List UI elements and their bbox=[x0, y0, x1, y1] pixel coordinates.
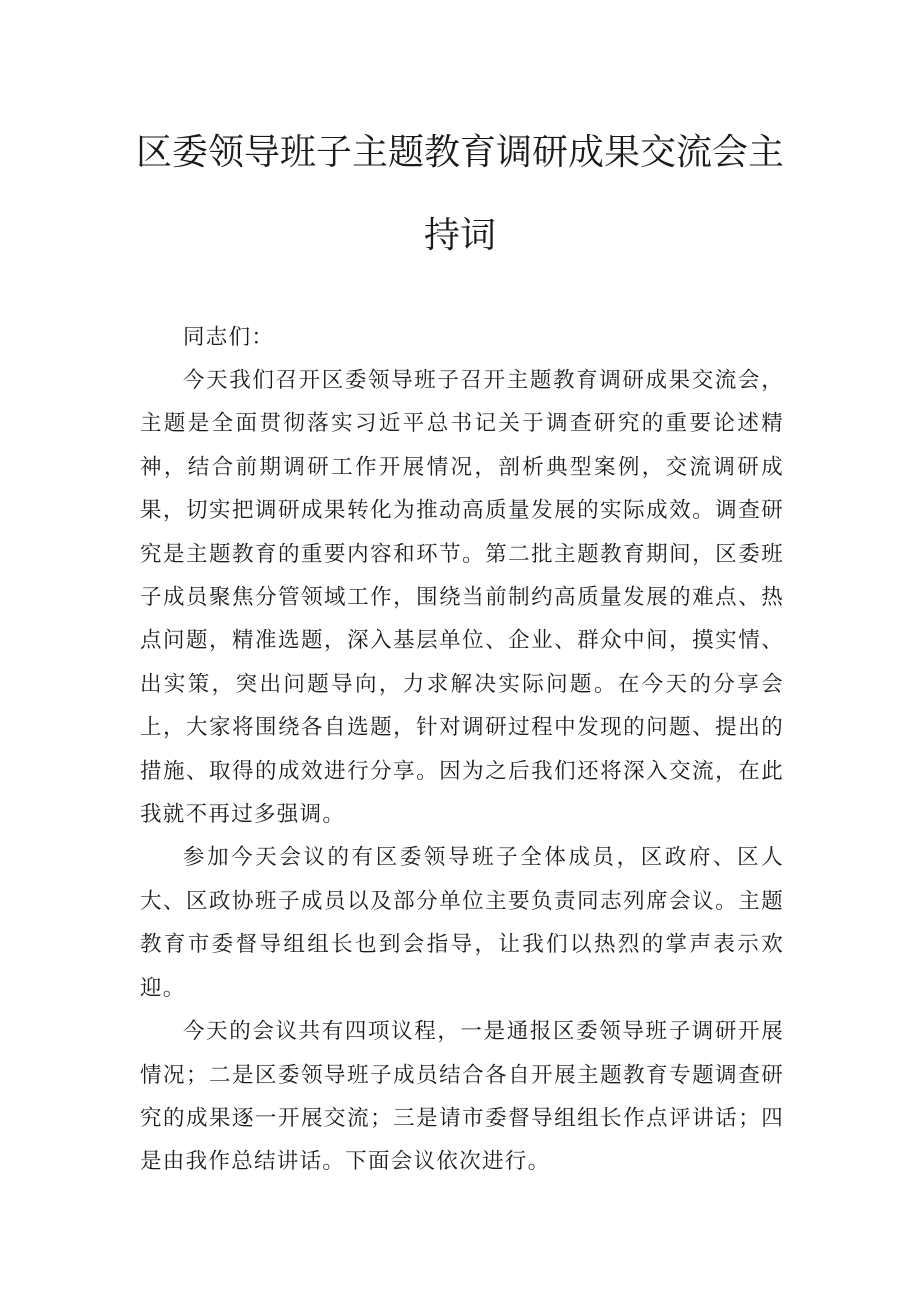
salutation: 同志们： bbox=[183, 325, 275, 350]
document-body bbox=[140, 359, 784, 1184]
paragraph-opening: 今天我们召开区委领导班子召开主题教育调研成果交流会，主题是全面贯彻落实习近平总书记关于调查研究的重要论述精神，结合前期调研工作开展情况，剖析典型案例，交流调研成果，切实把调研成果转化为推动高质量发展的实际成效。调查研究是主题教育的重要内容和环节。第二批主题教育期间，区委班子成员聚焦分管领域工作，围绕当前制约高质量发展的难点、热点问题，精准选题，深入基层单位、企业、群众中间，摸实情、出实策，突出问题导向，力求解决实际问题。在今天的分享会上，大家将围绕各自选题，针对调研过程中发现的问题、提出的措施、取得的成效进行分享。因为之后我们还将深入交流，在此我就不再过多强调。 bbox=[140, 368, 784, 828]
document-title-line-2: 持词 bbox=[423, 215, 496, 256]
paragraph-agenda: 今天的会议共有四项议程，一是通报区委领导班子调研开展情况；二是区委领导班子成员结合各自开展主题教育专题调查研究的成果逐一开展交流；三是请市委督导组组长作点评讲话；四是由我作总结讲话。下面会议依次进行。 bbox=[140, 1019, 784, 1175]
paragraph-attendees: 参加今天会议的有区委领导班子全体成员，区政府、区人大、区政协班子成员以及部分单位主要负责同志列席会议。主题教育市委督导组组长也到会指导，让我们以热烈的掌声表示欢迎。 bbox=[140, 845, 784, 1001]
salutation-block bbox=[140, 316, 784, 359]
document-title-line-1: 区委领导班子主题教育调研成果交流会主 bbox=[135, 132, 784, 173]
